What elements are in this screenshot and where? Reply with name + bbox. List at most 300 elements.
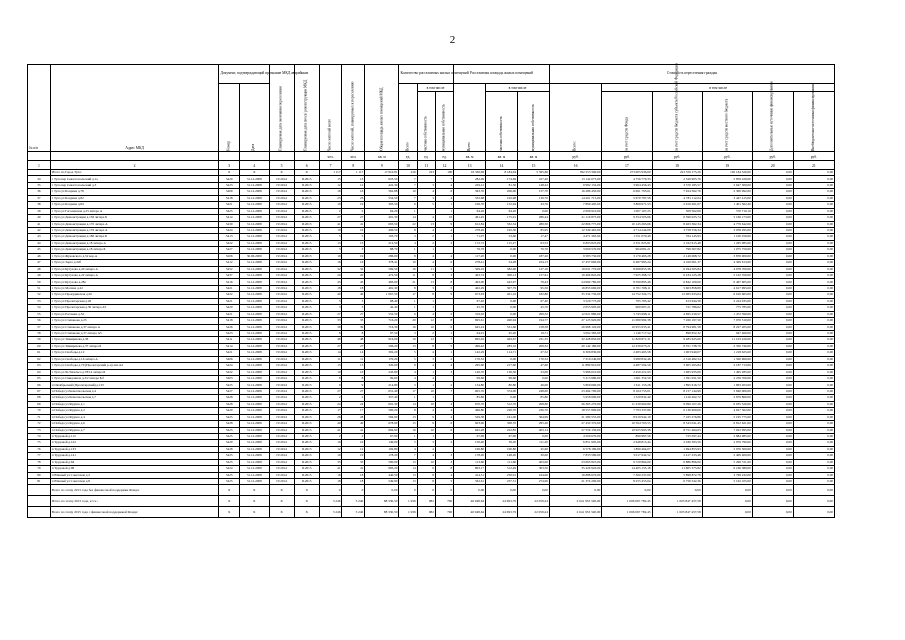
data-cell: IV.2014 bbox=[269, 234, 294, 240]
data-cell: 157,70 bbox=[518, 189, 550, 195]
data-cell: 9 bbox=[417, 414, 435, 420]
data-cell: 148,22 bbox=[518, 182, 550, 188]
data-cell: 3 bbox=[435, 369, 453, 375]
data-cell: 0,00 bbox=[752, 298, 793, 304]
data-cell: 5424 bbox=[219, 227, 240, 233]
data-cell: X bbox=[294, 170, 319, 176]
data-cell: 562,88 bbox=[365, 189, 399, 195]
data-cell: 3 bbox=[417, 285, 435, 291]
data-cell: 4 bbox=[435, 414, 453, 420]
data-cell: 196,70 bbox=[454, 202, 486, 208]
data-cell: II.2015 bbox=[294, 182, 319, 188]
data-cell: 14 752 324,73 bbox=[602, 292, 652, 298]
data-cell: II.2015 bbox=[294, 253, 319, 259]
column-number-cell: 12 bbox=[435, 161, 453, 170]
data-cell: 18 bbox=[342, 285, 365, 291]
data-cell: 174,69 bbox=[486, 176, 518, 182]
data-cell: 1 936 bbox=[399, 496, 417, 507]
data-cell: 31.12.2008 bbox=[239, 472, 269, 478]
data-cell: 964 081,21 bbox=[602, 247, 652, 253]
data-cell: 3 370 185,57 bbox=[652, 182, 702, 188]
data-cell: 10 bbox=[319, 369, 342, 375]
data-cell: II.2015 bbox=[294, 311, 319, 317]
unit-cell bbox=[269, 152, 294, 161]
data-cell: 42,40 bbox=[365, 305, 399, 311]
data-cell: 23 bbox=[319, 195, 342, 201]
data-cell: 947 460,00 bbox=[702, 330, 752, 336]
data-cell: 1 391 931,50 bbox=[652, 376, 702, 382]
data-cell: 1 936 bbox=[399, 507, 417, 518]
data-cell: 721 786,02 bbox=[652, 305, 702, 311]
data-cell: 170,20 bbox=[365, 356, 399, 362]
address-cell: г Тула ул Тимирязева д.37 литера Б bbox=[50, 343, 219, 349]
data-cell: 5425 bbox=[219, 382, 240, 388]
page-number: 2 bbox=[449, 34, 456, 46]
data-cell: 8 bbox=[417, 472, 435, 478]
data-cell: 13 bbox=[399, 472, 417, 478]
data-cell: 8 184,94 bbox=[486, 170, 518, 176]
data-cell: 16 bbox=[319, 260, 342, 266]
data-cell: 916,00 bbox=[365, 337, 399, 343]
data-cell: 14 bbox=[399, 215, 417, 221]
data-cell: 0,00 bbox=[793, 466, 834, 472]
data-cell: 5206 bbox=[219, 253, 240, 259]
data-cell: 11 bbox=[399, 273, 417, 279]
data-cell: 3 bbox=[399, 330, 417, 336]
data-cell: 898 652,32 bbox=[652, 330, 702, 336]
data-cell: 302,20 bbox=[365, 350, 399, 356]
data-cell: IV.2014 bbox=[269, 446, 294, 452]
data-cell: IV.2014 bbox=[269, 453, 294, 459]
data-cell: 0,00 bbox=[793, 279, 834, 285]
address-cell: п Трудовой д.64 bbox=[50, 459, 219, 465]
data-cell: X bbox=[269, 507, 294, 518]
data-cell: 28 bbox=[342, 414, 365, 420]
data-cell: 73 bbox=[28, 427, 51, 433]
data-cell: 0,00 bbox=[793, 427, 834, 433]
data-cell: 0,00 bbox=[486, 485, 518, 496]
data-cell: 1 899 464,07 bbox=[602, 446, 652, 452]
data-cell: 2 041 953 320,00 bbox=[549, 507, 601, 518]
data-cell: 16 286 450,00 bbox=[549, 189, 601, 195]
data-cell: 0,00 bbox=[752, 266, 793, 272]
data-cell: 45,60 bbox=[518, 446, 550, 452]
data-cell: 3 058 295,00 bbox=[702, 227, 752, 233]
data-cell: 19 bbox=[342, 453, 365, 459]
data-cell: 1 401 562,40 bbox=[702, 202, 752, 208]
data-cell: 402,29 bbox=[454, 285, 486, 291]
data-cell: 78 bbox=[28, 459, 51, 465]
data-cell: 72 bbox=[28, 421, 51, 427]
data-cell: 5 898 872,78 bbox=[652, 472, 702, 478]
data-cell: 12 239 673,21 bbox=[602, 343, 652, 349]
data-cell: 33 bbox=[342, 318, 365, 324]
data-cell: 5 bbox=[435, 343, 453, 349]
address-cell: п Победа ул Комсомольская д.7 bbox=[50, 395, 219, 401]
footer-row bbox=[28, 496, 835, 507]
data-cell: 64,20 bbox=[486, 208, 518, 214]
column-number-cell: 11 bbox=[417, 161, 435, 170]
data-cell: 8 bbox=[417, 479, 435, 485]
data-cell: 5 869 660,00 bbox=[549, 382, 601, 388]
data-cell: 295,20 bbox=[518, 421, 550, 427]
unit-cell: руб. bbox=[702, 152, 752, 161]
data-cell: 890 987,56 bbox=[602, 433, 652, 439]
header-cost-local: за счет средств местного бюджета bbox=[702, 92, 752, 152]
data-cell: 158,58 bbox=[518, 324, 550, 330]
data-cell: IV.2014 bbox=[269, 285, 294, 291]
data-cell: 0,00 bbox=[793, 195, 834, 201]
data-cell: 31.12.2008 bbox=[239, 195, 269, 201]
header-doc-date: Дата bbox=[239, 84, 269, 152]
data-cell: 790 bbox=[435, 496, 453, 507]
data-cell: 229,12 bbox=[454, 182, 486, 188]
data-cell: 17 bbox=[399, 292, 417, 298]
data-cell: IV.2014 bbox=[269, 395, 294, 401]
data-cell: 1 551 079,40 bbox=[602, 234, 652, 240]
data-cell: 3 246 bbox=[342, 507, 365, 518]
data-cell: 5425 bbox=[219, 208, 240, 214]
data-cell: 4 bbox=[435, 182, 453, 188]
data-cell: 152,94 bbox=[486, 202, 518, 208]
data-cell: 31.12.2008 bbox=[239, 215, 269, 221]
data-cell: 1 bbox=[435, 208, 453, 214]
data-cell: 1 520 832,40 bbox=[602, 395, 652, 401]
data-cell: 2 bbox=[435, 311, 453, 317]
data-cell: II.2015 bbox=[294, 401, 319, 407]
data-cell: IV.2014 bbox=[269, 421, 294, 427]
data-cell: 1 bbox=[417, 395, 435, 401]
data-cell: 70 bbox=[28, 408, 51, 414]
data-cell: 31.12.2008 bbox=[239, 466, 269, 472]
data-cell: 0,00 bbox=[454, 485, 486, 496]
data-cell: 14 bbox=[342, 350, 365, 356]
data-cell: 6 812 621,00 bbox=[702, 421, 752, 427]
data-cell: 0,00 bbox=[793, 234, 834, 240]
data-cell: 14 bbox=[399, 401, 417, 407]
data-cell: 0,00 bbox=[702, 496, 752, 507]
data-cell: 107,40 bbox=[518, 176, 550, 182]
data-cell: 4 781 112,04 bbox=[652, 195, 702, 201]
data-cell: II.2015 bbox=[294, 479, 319, 485]
data-cell: 0,00 bbox=[486, 298, 518, 304]
data-cell: 8 bbox=[399, 408, 417, 414]
data-cell: 19 bbox=[319, 453, 342, 459]
data-cell: 7 bbox=[399, 195, 417, 201]
data-cell: 50 bbox=[28, 279, 51, 285]
data-cell: 31.12.2008 bbox=[239, 279, 269, 285]
data-cell: 4 bbox=[399, 240, 417, 246]
data-cell: 11 bbox=[342, 356, 365, 362]
data-cell: 11 bbox=[417, 266, 435, 272]
header-area-municipal: муниципальная собственность bbox=[518, 92, 550, 152]
data-cell: 20 bbox=[319, 273, 342, 279]
data-cell: 2 bbox=[342, 208, 365, 214]
data-cell: 9 354 505,66 bbox=[602, 215, 652, 221]
data-cell: 19 bbox=[399, 337, 417, 343]
data-cell: 4 bbox=[399, 369, 417, 375]
data-cell: 208,60 bbox=[518, 401, 550, 407]
data-cell: 9 099 107,26 bbox=[652, 401, 702, 407]
data-cell: 39,20 bbox=[486, 440, 518, 446]
data-cell: 31.12.2008 bbox=[239, 305, 269, 311]
data-cell: IV.2014 bbox=[269, 363, 294, 369]
data-cell: 14 201 715,00 bbox=[549, 195, 601, 201]
data-cell: 0,00 bbox=[752, 305, 793, 311]
data-cell: 1 bbox=[399, 208, 417, 214]
data-cell: 31.12.2008 bbox=[239, 376, 269, 382]
data-cell: 237,31 bbox=[486, 479, 518, 485]
data-cell: 3 bbox=[435, 459, 453, 465]
data-cell: 88,70 bbox=[365, 247, 399, 253]
data-cell: 6 bbox=[399, 311, 417, 317]
data-cell: 7 793 337,80 bbox=[602, 408, 652, 414]
data-cell: 5420 bbox=[219, 408, 240, 414]
data-cell: 278,26 bbox=[454, 227, 486, 233]
data-cell: 31.12.2008 bbox=[239, 189, 269, 195]
data-cell: 8 bbox=[417, 273, 435, 279]
data-cell: II.2015 bbox=[294, 337, 319, 343]
data-cell: 41 bbox=[342, 427, 365, 433]
data-cell: 3 520 775,00 bbox=[549, 298, 601, 304]
data-cell: 799 567,82 bbox=[652, 247, 702, 253]
data-cell: 6 596 025,74 bbox=[652, 215, 702, 221]
data-cell: 0,00 bbox=[752, 453, 793, 459]
data-cell: 0,00 bbox=[752, 247, 793, 253]
data-cell: 5423 bbox=[219, 182, 240, 188]
data-cell: 1 117 bbox=[342, 170, 365, 176]
data-cell: 274,00 bbox=[518, 479, 550, 485]
data-cell: 5 bbox=[417, 202, 435, 208]
data-cell: 0,00 bbox=[752, 350, 793, 356]
data-cell: 58 bbox=[28, 330, 51, 336]
address-cell: Всего по этапу 2015 года с финансовой поддержкой Фонда: bbox=[50, 507, 219, 518]
data-cell: 716,30 bbox=[365, 324, 399, 330]
data-cell: 506,20 bbox=[365, 343, 399, 349]
data-cell: 35 bbox=[342, 459, 365, 465]
data-cell: IV.2014 bbox=[269, 305, 294, 311]
data-cell: 6 bbox=[435, 427, 453, 433]
data-cell: 4 bbox=[417, 260, 435, 266]
data-cell: 1 117 bbox=[319, 170, 342, 176]
data-cell: 273 905 936,00 bbox=[602, 170, 652, 176]
data-cell: 5425 bbox=[219, 479, 240, 485]
data-cell: 2 bbox=[417, 240, 435, 246]
header-residents-planned: Число жителей, планируемых к переселению bbox=[342, 65, 365, 152]
data-cell: 1 694 853,93 bbox=[652, 446, 702, 452]
address-cell: п Южный ул Советская д.2 bbox=[50, 472, 219, 478]
data-cell: 80 bbox=[28, 472, 51, 478]
address-cell: г Тула ул Жуковского д.52 кор.А bbox=[50, 253, 219, 259]
data-cell: 393,50 bbox=[365, 202, 399, 208]
data-cell bbox=[28, 507, 51, 518]
data-cell: 9 720 864,60 bbox=[602, 459, 652, 465]
data-cell: 111,20 bbox=[518, 440, 550, 446]
data-cell: II.2015 bbox=[294, 247, 319, 253]
address-cell: г Тула ул Кутузова д.28а bbox=[50, 279, 219, 285]
data-cell: 134,80 bbox=[454, 382, 486, 388]
unit-cell: руб. bbox=[752, 152, 793, 161]
address-cell: г Тула ул Болдина д.78 bbox=[50, 189, 219, 195]
data-cell: 2 bbox=[435, 382, 453, 388]
data-cell: II.2015 bbox=[294, 440, 319, 446]
data-cell: 1 bbox=[399, 395, 417, 401]
data-cell: 4 779 642,00 bbox=[702, 221, 752, 227]
data-cell: 3 bbox=[417, 440, 435, 446]
data-cell: 7 bbox=[399, 453, 417, 459]
data-cell: 1 bbox=[417, 247, 435, 253]
data-cell: 0,00 bbox=[793, 170, 834, 176]
data-cell: 16 bbox=[342, 189, 365, 195]
data-cell: 982 bbox=[417, 496, 435, 507]
data-cell: 170,52 bbox=[518, 356, 550, 362]
data-cell: 10 bbox=[342, 440, 365, 446]
address-cell: г Тула ул Гоголевская д.23 литера А bbox=[50, 208, 219, 214]
data-cell: 0,00 bbox=[793, 459, 834, 465]
data-cell: 0,00 bbox=[793, 189, 834, 195]
data-cell: 45 bbox=[28, 247, 51, 253]
data-cell: 45,20 bbox=[486, 330, 518, 336]
data-cell: 8 bbox=[417, 292, 435, 298]
data-cell: 54,28 bbox=[486, 260, 518, 266]
data-cell: 31.12.2008 bbox=[239, 459, 269, 465]
data-cell: 67,40 bbox=[454, 298, 486, 304]
data-cell: 56 bbox=[28, 318, 51, 324]
data-cell: IV.2014 bbox=[269, 189, 294, 195]
data-cell: II.2015 bbox=[294, 453, 319, 459]
data-cell: 32 bbox=[342, 266, 365, 272]
data-cell: 19 bbox=[342, 202, 365, 208]
data-cell: 3 bbox=[417, 195, 435, 201]
unit-cell: ед. bbox=[417, 152, 435, 161]
data-cell: IV.2014 bbox=[269, 337, 294, 343]
data-cell: 1 661 352,50 bbox=[602, 376, 652, 382]
data-cell: 4 bbox=[435, 195, 453, 201]
data-cell: 10 925 993,38 bbox=[602, 427, 652, 433]
data-cell: 31.12.2008 bbox=[239, 182, 269, 188]
data-cell: 3 869 671,53 bbox=[602, 202, 652, 208]
data-cell: 8 068 855,36 bbox=[602, 266, 652, 272]
address-cell: г Тула ул Свободы д.12 bbox=[50, 350, 219, 356]
data-cell: 3 bbox=[319, 298, 342, 304]
data-cell: 2 bbox=[319, 208, 342, 214]
data-cell: 31.12.2008 bbox=[239, 479, 269, 485]
data-cell: 0,00 bbox=[793, 343, 834, 349]
data-cell: 2 879 860,00 bbox=[702, 395, 752, 401]
data-cell: 623,50 bbox=[365, 176, 399, 182]
data-cell: 16 888 670,00 bbox=[549, 472, 601, 478]
header-planned-relocation: Планируемая дата окончания переселения bbox=[269, 65, 294, 152]
data-cell: 31.12.2008 bbox=[239, 369, 269, 375]
data-cell: 17 610,81 bbox=[365, 170, 399, 176]
data-cell: 13 bbox=[399, 479, 417, 485]
data-cell: 85,95 bbox=[518, 227, 550, 233]
data-cell: 5425 bbox=[219, 459, 240, 465]
data-cell: 77 bbox=[28, 453, 51, 459]
data-cell: 0,00 bbox=[793, 363, 834, 369]
data-cell: 378,41 bbox=[365, 260, 399, 266]
data-cell: 549,90 bbox=[365, 479, 399, 485]
data-cell: 1 965 935,00 bbox=[652, 369, 702, 375]
data-cell: 308,70 bbox=[486, 421, 518, 427]
data-cell: 509 562,69 bbox=[652, 208, 702, 214]
address-cell: г Тула ул Ф.Энгельса д.78/14 литера Б bbox=[50, 369, 219, 375]
data-cell: 6 bbox=[399, 202, 417, 208]
data-cell: 2 483 465,58 bbox=[602, 350, 652, 356]
data-cell: 960 667,21 bbox=[602, 305, 652, 311]
data-cell: 16 bbox=[399, 324, 417, 330]
data-cell: 7 165 276,86 bbox=[652, 414, 702, 420]
data-cell: 4 309 613,00 bbox=[702, 260, 752, 266]
data-cell: 2 bbox=[435, 440, 453, 446]
data-cell: 31.12.2008 bbox=[239, 240, 269, 246]
data-cell: 0,00 bbox=[793, 446, 834, 452]
data-cell: 226,70 bbox=[486, 408, 518, 414]
data-cell: 5421 bbox=[219, 202, 240, 208]
data-cell: 10 bbox=[399, 260, 417, 266]
data-cell: 0,00 bbox=[752, 479, 793, 485]
data-cell: 8 919 942,19 bbox=[602, 414, 652, 420]
data-cell: 3 246 bbox=[319, 507, 342, 518]
data-cell: 5414 bbox=[219, 343, 240, 349]
data-cell: 0,00 bbox=[752, 401, 793, 407]
data-cell: 136,50 bbox=[486, 369, 518, 375]
data-cell: 3 060 570,00 bbox=[549, 247, 601, 253]
data-cell: 9 585 750,00 bbox=[549, 253, 601, 259]
data-cell: 2 648 815,44 bbox=[602, 440, 652, 446]
data-cell: 590,00 bbox=[365, 459, 399, 465]
data-cell: 0,00 bbox=[752, 182, 793, 188]
header-count-total: Всего bbox=[399, 84, 417, 152]
data-cell: 11 080 982,38 bbox=[602, 318, 652, 324]
data-cell: 19 466 845,00 bbox=[549, 273, 601, 279]
data-cell: II.2015 bbox=[294, 376, 319, 382]
data-cell bbox=[28, 496, 51, 507]
data-cell: 1 863 203,00 bbox=[702, 382, 752, 388]
data-cell: 17 457 660,00 bbox=[549, 260, 601, 266]
data-cell: 0,00 bbox=[793, 408, 834, 414]
header-cost-total: Всего: bbox=[549, 84, 601, 152]
data-cell: 4 500 670,00 bbox=[549, 433, 601, 439]
data-cell: 509,50 bbox=[365, 266, 399, 272]
data-cell: 983,20 bbox=[365, 466, 399, 472]
data-cell bbox=[28, 485, 51, 496]
data-cell: IV.2014 bbox=[269, 350, 294, 356]
data-cell: 209,32 bbox=[518, 311, 550, 317]
data-cell: 31.12.2008 bbox=[239, 350, 269, 356]
data-cell: 67 bbox=[28, 388, 51, 394]
data-cell: 5406 bbox=[219, 356, 240, 362]
column-number-cell: 1 bbox=[28, 161, 51, 170]
data-cell: 13 142 075,00 bbox=[549, 176, 601, 182]
data-cell: 3 bbox=[417, 356, 435, 362]
data-cell: 63 bbox=[28, 363, 51, 369]
data-cell: 0,00 bbox=[518, 208, 550, 214]
data-cell: 31.12.2008 bbox=[239, 408, 269, 414]
data-cell: 5425 bbox=[219, 472, 240, 478]
data-cell: 0,00 bbox=[752, 408, 793, 414]
data-cell: 127,16 bbox=[518, 266, 550, 272]
data-cell: 192,30 bbox=[486, 227, 518, 233]
data-cell: 645,28 bbox=[454, 427, 486, 433]
data-cell: 0,00 bbox=[793, 298, 834, 304]
data-cell: 0,00 bbox=[752, 285, 793, 291]
data-cell: 8 794 981,58 bbox=[652, 324, 702, 330]
data-cell: 2 bbox=[342, 433, 365, 439]
data-cell: 47 bbox=[28, 260, 51, 266]
data-cell: 149,00 bbox=[365, 440, 399, 446]
data-cell: 26 968 120,00 bbox=[549, 324, 601, 330]
